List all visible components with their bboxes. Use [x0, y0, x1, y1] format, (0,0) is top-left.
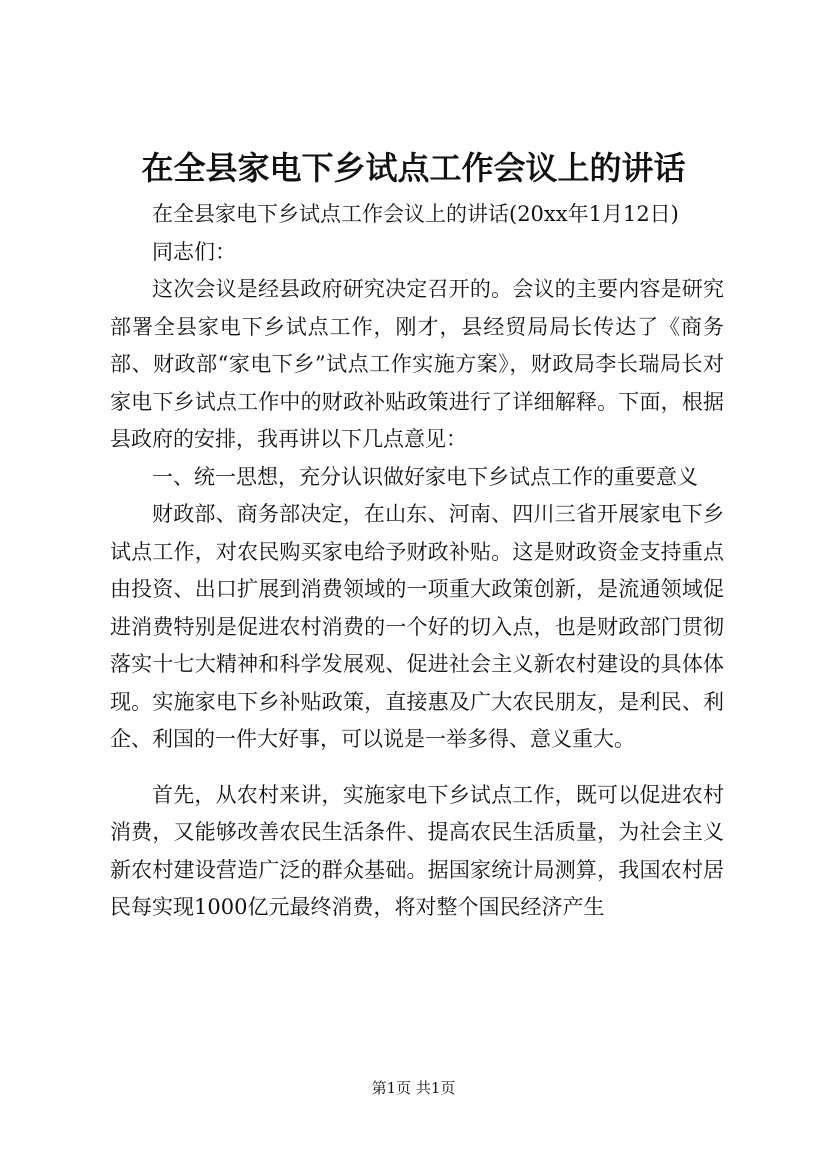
document-title: 在全县家电下乡试点工作会议上的讲话: [141, 149, 686, 187]
paragraph: 这次会议是经县政府研究决定召开的。会议的主要内容是研究部署全县家电下乡试点工作，刚才，县经贸局局长传达了《商务部、财政部“家电下乡”试点工作实施方案》，财政局李长瑞局长对家电下乡试点工作中的财政补贴政策进行了详细解释。下面，根据县政府的安排，我再讲以下几点意见：: [110, 277, 724, 451]
salutation: 同志们：: [152, 239, 236, 264]
page-number: 第1页 共1页: [371, 1079, 456, 1097]
paragraph: 财政部、商务部决定，在山东、河南、四川三省开展家电下乡试点工作，对农民购买家电给予财政补贴。这是财政资金支持重点由投资、出口扩展到消费领域的一项重大政策创新，是流通领域促进消费特别是促进农村消费的一个好的切入点，也是财政部门贯彻落实十七大精神和科学发展观、促进社会主义新农村建设的具体体现。实施家电下乡补贴政策，直接惠及广大农民朋友，是利民、利企、利国的一件大好事，可以说是一举多得、意义重大。: [110, 502, 724, 751]
section-heading: 一、统一思想，充分认识做好家电下乡试点工作的重要意义: [152, 464, 698, 489]
document-body: [110, 196, 724, 927]
paragraph: 首先，从农村来讲，实施家电下乡试点工作，既可以促进农村消费，又能够改善农民生活条件、提高农民生活质量，为社会主义新农村建设营造广泛的群众基础。据国家统计局测算，我国农村居民每实现1000亿元最终消费，将对整个国民经济产生: [110, 782, 724, 919]
subtitle-line: 在全县家电下乡试点工作会议上的讲话(20xx年1月12日): [152, 202, 679, 226]
